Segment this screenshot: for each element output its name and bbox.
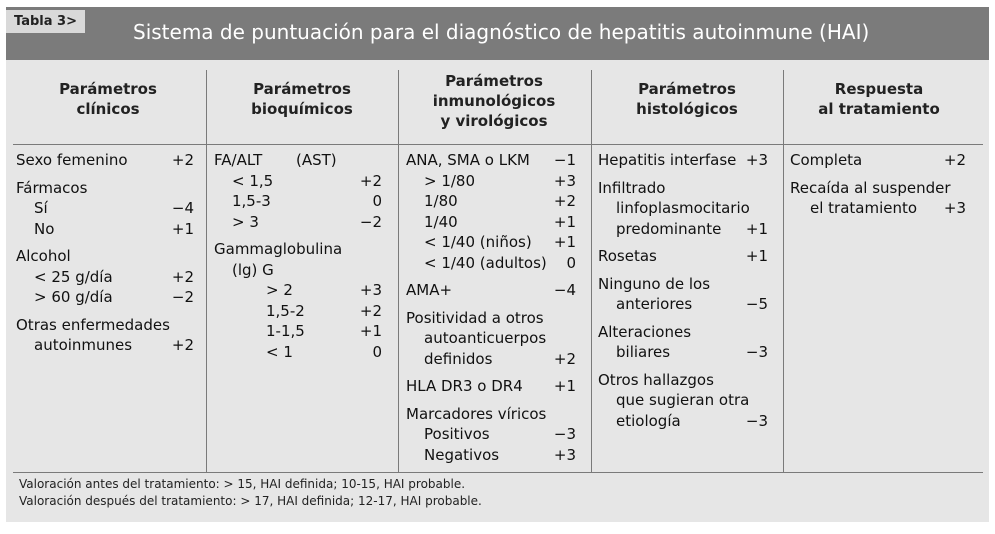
row-infiltrado-end: predominante +1 (616, 219, 768, 238)
row-ninguno-cont: anteriores −5 (616, 295, 768, 313)
footer-divider (13, 472, 983, 473)
row-marcadores: Marcadores víricos (406, 404, 547, 423)
column-divider (398, 70, 399, 472)
row-alteraciones-cont: biliares −3 (616, 343, 768, 361)
row-g4: < 1 0 (266, 342, 382, 361)
column-divider (206, 70, 207, 472)
row-gamma: Gammaglobulina (214, 240, 343, 258)
row-alteraciones: Alteraciones (598, 322, 692, 341)
table-card (6, 7, 989, 522)
row-ana: ANA, SMA o LKM −1 (406, 151, 576, 169)
row-a5: < 1/40 (adultos) 0 (424, 253, 576, 272)
row-no: No +1 (34, 219, 194, 238)
header-biochemical: Parámetros bioquímicos (251, 80, 353, 118)
title-bar (6, 7, 989, 60)
row-g3: 1-1,5 +1 (266, 322, 382, 340)
table-tag: Tabla 3> (6, 10, 85, 33)
footnotes (19, 476, 482, 510)
row-g2: 1,5-2 +2 (266, 301, 382, 320)
row-ama: AMA+ −4 (406, 281, 576, 299)
row-r1: < 1,5 +2 (232, 171, 382, 190)
row-hla: HLA DR3 o DR4 +1 (406, 377, 576, 395)
row-rosetas: Rosetas +1 (598, 247, 768, 265)
column-clinical (16, 150, 194, 356)
row-a4: < 1/40 (niños) +1 (424, 233, 576, 251)
row-fa-alt: FA/ALT (AST) (214, 151, 337, 169)
row-otras: Otras enfermedades (16, 315, 170, 334)
row-infiltrado: Infiltrado (598, 178, 666, 197)
row-otros: Otros hallazgos (598, 370, 714, 389)
row-recaida: Recaída al suspender (790, 178, 951, 197)
header-immunological: Parámetros inmunológicos y virológicos (432, 72, 556, 130)
header-clinical: Parámetros clínicos (59, 80, 157, 118)
row-lt25: < 25 g/día +2 (34, 267, 194, 286)
table-title: Sistema de puntuación para el diagnóstico de hepatitis autoinmune (HAI) (133, 20, 870, 44)
row-r3: > 3 −2 (232, 212, 382, 231)
column-divider (783, 70, 784, 472)
column-biochemical (214, 150, 382, 362)
row-m1: Positivos −3 (424, 425, 576, 443)
row-otros-end: etiología −3 (616, 411, 768, 430)
row-otras-cont: autoinmunes +2 (34, 336, 194, 354)
row-a3: 1/40 +1 (424, 212, 576, 231)
row-gt60: > 60 g/día −2 (34, 288, 194, 306)
header-histological: Parámetros histológicos (636, 80, 738, 118)
row-ninguno: Ninguno de los (598, 274, 711, 293)
row-infiltrado-cont: linfoplasmocitario (616, 199, 750, 217)
row-sexo: Sexo femenino +2 (16, 151, 194, 169)
row-a2: 1/80 +2 (424, 192, 576, 210)
row-positividad: Positividad a otros (406, 308, 544, 327)
row-positividad-end: definidos +2 (424, 349, 576, 368)
footnote-after: Valoración después del tratamiento: > 17, HAI definida; 12-17, HAI probable. (19, 494, 482, 508)
row-alcohol: Alcohol (16, 247, 71, 265)
row-recaida-cont: el tratamiento +3 (810, 199, 966, 217)
column-divider (591, 70, 592, 472)
header-divider (13, 144, 983, 145)
row-si: Sí −4 (34, 199, 194, 217)
row-m2: Negativos +3 (424, 445, 576, 464)
row-gamma-cont: (lg) G (232, 260, 274, 279)
header-response: Respuesta al tratamiento (818, 80, 940, 118)
row-farmacos: Fármacos (16, 178, 88, 197)
row-completa: Completa +2 (790, 151, 966, 169)
row-otros-cont: que sugieran otra (616, 391, 750, 409)
row-hepatitis: Hepatitis interfase +3 (598, 151, 768, 169)
row-r2: 1,5-3 0 (232, 192, 382, 210)
footnote-before: Valoración antes del tratamiento: > 15, HAI definida; 10-15, HAI probable. (19, 477, 466, 491)
column-histological (598, 150, 768, 431)
column-response (790, 150, 966, 219)
row-g1: > 2 +3 (266, 281, 382, 299)
column-immunological (406, 150, 576, 465)
row-a1: > 1/80 +3 (424, 171, 576, 190)
row-positividad-cont: autoanticuerpos (424, 329, 547, 347)
